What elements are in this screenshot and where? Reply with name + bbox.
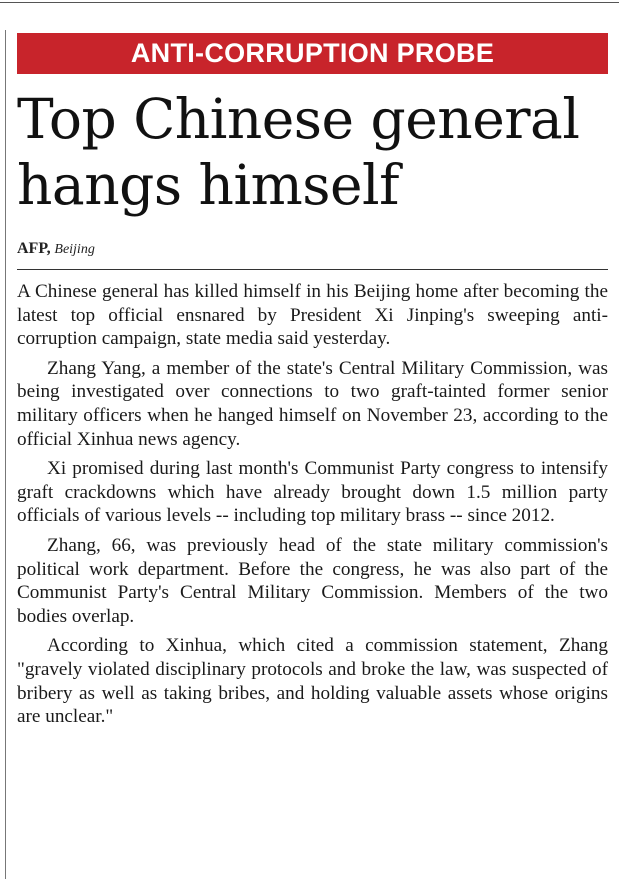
paragraph: Xi promised during last month's Communist Party congress to intensify graft crackdowns which have already brought down 1.5 million party officials of various levels -- including top military brass -- since 2012. xyxy=(17,458,608,527)
paragraph: Zhang Yang, a member of the state's Central Military Commission, was being investigated over connections to two graft-tainted former senior military officers when he hanged himself on November 23, according to the official Xinhua news agency. xyxy=(17,357,608,450)
headline xyxy=(17,86,617,218)
byline-place: Beijing xyxy=(54,242,95,257)
byline xyxy=(17,240,95,259)
paragraph: According to Xinhua, which cited a commission statement, Zhang "gravely violated disciplinary protocols and broke the law, was suspected of bribery as well as taking bribes, and holding valuable assets whose origins are unclear." xyxy=(17,635,608,728)
byline-rule xyxy=(17,269,608,270)
headline-line-2: hangs himself xyxy=(17,153,399,217)
top-rule xyxy=(0,2,619,3)
byline-agency: AFP, xyxy=(17,240,51,257)
column-rule xyxy=(5,30,6,879)
paragraph: Zhang, 66, was previously head of the state military commission's political work department. Before the congress, he was also part of the Communist Party's Central Military Commission. Members of the two bodies overlap. xyxy=(17,534,608,627)
article-body xyxy=(17,280,608,735)
kicker-banner: ANTI-CORRUPTION PROBE xyxy=(17,33,608,74)
paragraph: A Chinese general has killed himself in his Beijing home after becoming the latest top official ensnared by President Xi Jinping's sweeping anti-corruption campaign, state media said yesterday. xyxy=(17,281,608,350)
headline-line-1: Top Chinese general xyxy=(17,87,580,151)
